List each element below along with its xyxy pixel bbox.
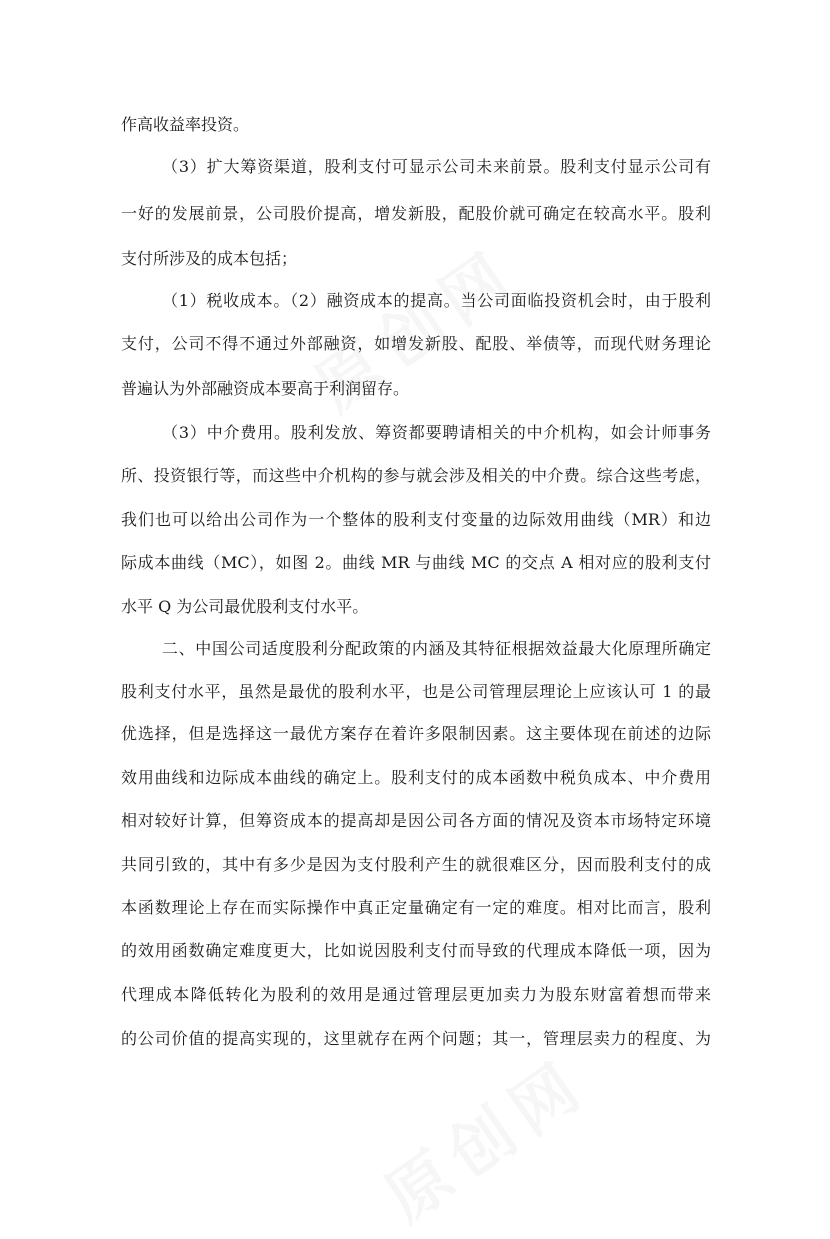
text-line: 优选择，但是选择这一最优方案存在着许多限制因素。这主要体现在前述的边际	[121, 724, 711, 743]
text-line: 支付，公司不得不通过外部融资，如增发新股、配股、举债等，而现代财务理论	[121, 334, 711, 353]
text-line: 共同引致的，其中有多少是因为支付股利产生的就很难区分，因而股利支付的成	[121, 855, 711, 874]
text-line: （1）税收成本。（2）融资成本的提高。当公司面临投资机会时，由于股利	[162, 291, 711, 310]
text-line: 所、投资银行等，而这些中介机构的参与就会涉及相关的中介费。综合这些考虑，	[121, 466, 711, 485]
text-line: 支付所涉及的成本包括；	[121, 249, 298, 268]
text-line: 股利支付水平，虽然是最优的股利水平，也是公司管理层理论上应该认可 1 的最	[121, 682, 711, 701]
text-line: 二、中国公司适度股利分配政策的内涵及其特征根据效益最大化原理所确定	[162, 639, 711, 658]
text-line: 一好的发展前景，公司股价提高，增发新股，配股价就可确定在较高水平。股利	[121, 204, 711, 223]
watermark	[364, 1033, 604, 1239]
text-line: 本函数理论上存在而实际操作中真正定量确定有一定的难度。相对比而言，股利	[121, 898, 711, 917]
text-line: 效用曲线和边际成本曲线的确定上。股利支付的成本函数中税负成本、中介费用	[121, 768, 711, 787]
text-line: 相对较好计算，但筹资成本的提高却是因公司各方面的情况及资本市场特定环境	[121, 811, 711, 830]
text-line: 代理成本降低转化为股利的效用是通过管理层更加卖力为股东财富着想而带来	[121, 985, 711, 1004]
text-line: 作高收益率投资。	[121, 115, 250, 134]
text-line: 的公司价值的提高实现的，这里就存在两个问题；其一，管理层卖力的程度、为	[121, 1029, 711, 1048]
text-line: 水平 Q 为公司最优股利支付水平。	[121, 597, 369, 616]
text-line: （3）中介费用。股利发放、筹资都要聘请相关的中介机构，如会计师事务	[162, 423, 711, 442]
text-line: （3）扩大筹资渠道，股利支付可显示公司未来前景。股利支付显示公司有	[162, 157, 711, 176]
text-line: 际成本曲线（MC），如图 2。曲线 MR 与曲线 MC 的交点 A 相对应的股利支付	[121, 553, 711, 572]
text-line: 普遍认为外部融资成本要高于利润留存。	[121, 379, 410, 398]
text-line: 我们也可以给出公司作为一个整体的股利支付变量的边际效用曲线（MR）和边	[121, 510, 711, 529]
text-line: 的效用函数确定难度更大，比如说因股利支付而导致的代理成本降低一项，因为	[121, 941, 711, 960]
